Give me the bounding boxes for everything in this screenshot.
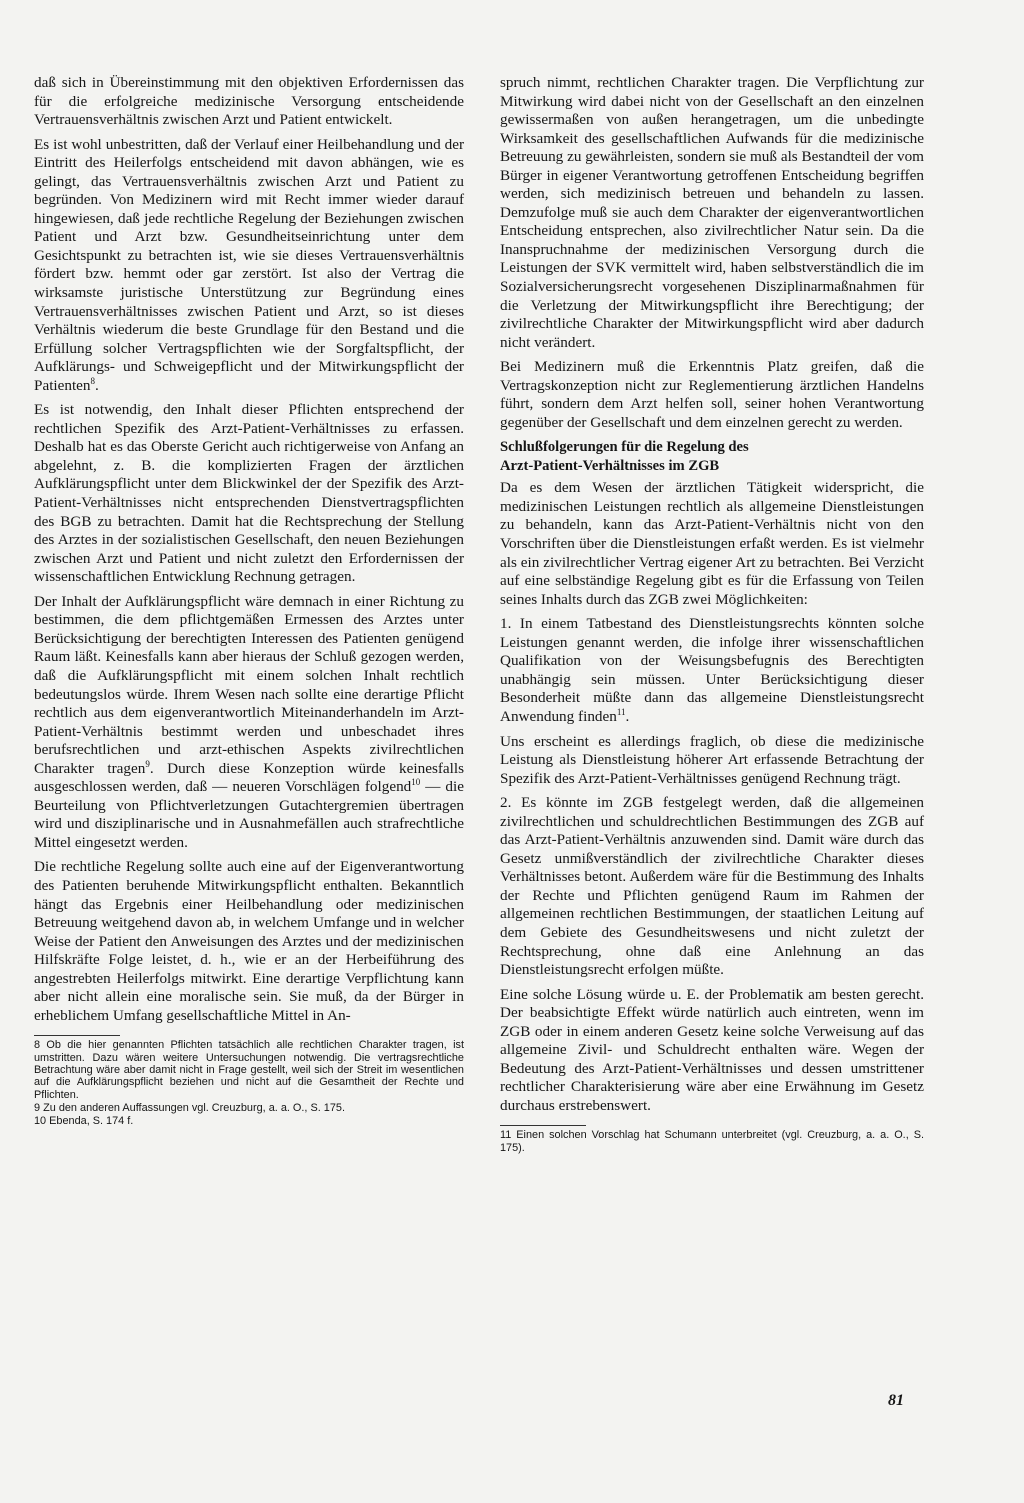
footnote: 10 Ebenda, S. 174 f. <box>34 1115 134 1128</box>
body-paragraph: Es ist notwendig, den Inhalt dieser Pflichten entsprechend der rechtlichen Spezifik des Arzt-Patient-Verhältnisses zu erfassen. Deshalb hat es das Oberste Gericht auch richtigerweise von Anfang an abgelehnt, z. B. die komplizierten Fragen der ärztlichen Aufklärungspflicht unter dem Blickwinkel der der Spezifik des Arzt-Patient-Verhältnisses nicht entsprechenden Dienstvertragspflichten des BGB zu betrachten. Damit hat die Rechtsprechung der Stellung des Arztes in der sozialistischen Gesellschaft, den neuen Beziehungen zwischen Arzt und Patient und nicht zuletzt den Erfordernissen der wissenschaftlichen Entwicklung Rechnung getragen. <box>34 401 464 586</box>
paragraph-text-mid: . Durch diese Konzeption würde keinesfalls ausgeschlossen werden, daß — neueren Vorschlägen folgend <box>34 759 465 796</box>
paragraph-text-tail: . <box>625 707 630 725</box>
body-paragraph: daß sich in Übereinstimmung mit den objektiven Erfordernissen das für die erfolgreiche medizinische Versorgung entscheidende Vertrauensverhältnis zwischen Arzt und Patient entwickelt. <box>34 74 464 129</box>
paragraph-text-tail: — die Beurteilung von Pflichtverletzungen Gutachtergremien übertragen wird und disziplinarische und in Ausnahmefällen auch strafrechtliche Mittel eingesetzt werden. <box>34 778 464 851</box>
body-paragraph: Uns erscheint es allerdings fraglich, ob diese die medizinische Leistung als Dienstleistung höherer Art erfassende Betrachtung der Spezifik des Arzt-Patient-Verhältnisses genügend Rechnung trägt. <box>500 732 924 787</box>
left-column <box>34 74 464 1128</box>
footnote-ref: 8 <box>90 375 96 386</box>
paragraph-text: 1. In einem Tatbestand des Dienstleistungsrechts könnten solche Leistungen genannt werden, die infolge ihrer wissenschaftlichen Qualifikation von der Weisungsbefugnis des Berechtigten unabhängig sein müssen. Unter Berücksichtigung dieser Besonderheit müßte dann das allgemeine Dienstleistungsrecht Anwendung finden <box>500 615 924 725</box>
body-paragraph: 2. Es könnte im ZGB festgelegt werden, daß die allgemeinen zivilrechtlichen und schuldrechtlichen Bestimmungen des ZGB auf das Arzt-Patient-Verhältnis anzuwenden sind. Damit wäre durch das Gesetz unmißverständlich der zivilrechtliche Charakter dieses Verhältnisses betont. Außerdem wäre für die Bestimmung des Inhalts der Rechte und Pflichten genügend Raum im Rahmen der allgemeinen rechtlichen Bestimmungen, der staatlichen Leitung auf dem Gebiete des Gesundheitswesens und nicht zuletzt der Rechtsprechung, ohne daß eine Anlehnung an das Dienstleistungsrecht erfolgen müßte. <box>500 794 924 979</box>
body-paragraph <box>34 136 464 396</box>
paragraph-text: Es ist wohl unbestritten, daß der Verlauf einer Heilbehandlung und der Eintritt des Heilerfolgs entscheidend mit davon abhängen, wie es gelingt, das Vertrauensverhältnis zwischen Arzt und Patient zu begründen. Von Medizinern wird mit Recht immer wieder darauf hingewiesen, daß jede rechtliche Regelung der Beziehungen zwischen Patient und Arzt bzw. Gesundheitseinrichtung unter dem Gesichtspunkt zu betrachten ist, wie sie dieses Vertrauensverhältnis fördert bzw. hemmt oder gar zerstört. Ist also der Vertrag die wirksamste juristische Unterstützung zur Begründung eines Vertrauensverhältnisses zwischen Patient und Arzt, so ist dieses Verhältnis wiederum die beste Grundlage für den Bestand und die Erfüllung solcher Vertragspflichten wie der Sorgfaltspflicht, der Aufklärungs- und Schweigepflicht und der Mitwirkungspflicht der Patienten <box>34 135 464 394</box>
footnote-rule <box>500 1125 586 1126</box>
footnote-rule <box>34 1035 120 1036</box>
paragraph-text-tail: . <box>95 376 99 394</box>
body-paragraph: spruch nimmt, rechtlichen Charakter tragen. Die Verpflichtung zur Mitwirkung wird dabei nicht von der Gesellschaft an den einzelnen gewissermaßen von außen herangetragen, um die unbedingte Wirksamkeit des gesellschaftlichen Aufwands für die medizinische Betreuung zu gewährleisten, sondern sie muß als Bestandteil der vom Bürger in eigener Verantwortung getroffenen Entscheidung begriffen werden, sich medizinisch betreuen und behandeln zu lassen. Demzufolge muß sie auch dem Charakter der eigenverantwortlichen Entscheidung entsprechen, also zivilrechtlicher Natur sein. Da die Inanspruchnahme der medizinischen Versorgung durch die Leistungen der SVK vermittelt wird, haben selbstverständlich die im Sozialversicherungsrecht vorgesehenen Disziplinarmaßnahmen für die Verletzung der Mitwirkungspflicht ihre Berechtigung; der zivilrechtliche Charakter der Mitwirkungspflicht wird aber dadurch nicht verändert. <box>500 74 924 351</box>
heading-line: Schlußfolgerungen für die Regelung des <box>500 439 749 456</box>
section-heading <box>500 438 924 475</box>
footnote-ref: 10 <box>411 777 421 788</box>
heading-line: Arzt-Patient-Verhältnisses im ZGB <box>500 457 720 474</box>
page-number: 81 <box>888 1392 904 1409</box>
footnote: 9 Zu den anderen Auffassungen vgl. Creuzburg, a. a. O., S. 175. <box>34 1101 345 1114</box>
body-paragraph <box>34 593 464 853</box>
footnotes-left <box>34 1035 464 1127</box>
body-paragraph: Bei Medizinern muß die Erkenntnis Platz greifen, daß die Vertragskonzeption nicht zur Reglementierung ärztlichen Handelns führt, sondern dem Arzt helfen soll, seiner hohen Verantwortung gegenüber der Gesellschaft und dem einzelnen gerecht zu werden. <box>500 358 924 431</box>
paragraph-text: Der Inhalt der Aufklärungspflicht wäre demnach in einer Richtung zu bestimmen, die dem pflichtgemäßen Ermessen des Arztes unter Berücksichtigung der berechtigten Interessen des Patienten genügend Raum läßt. Keinesfalls kann aber hieraus der Schluß gezogen werden, daß die Aufklärungspflicht mit einem solchen Inhalt rechtlich bedeutungslos würde. Ihrem Wesen nach sollte eine derartige Pflicht rechtlich aus dem eigenverantwortlich Miteinanderhandeln im Arzt-Patient-Verhältnis bestimmt werden und unbeschadet ihres berufsrechtlichen und arzt-ethischen Aspekts zivilrechtlichen Charakter tragen <box>34 592 464 777</box>
footnote-ref: 11 <box>616 706 626 717</box>
footnotes-right <box>500 1125 924 1154</box>
body-paragraph: Die rechtliche Regelung sollte auch eine auf der Eigenverantwortung des Patienten beruhende Mitwirkungspflicht enthalten. Bekanntlich hängt das Ergebnis einer Heilbehandlung oder medizinischen Betreuung weitgehend davon ab, in welchem Umfange und in welcher Weise der Patient den Anweisungen des Arztes und der medizinischen Hilfskräfte Folge leistet, d. h., wie er an der Herbeiführung des angestrebten Heilerfolgs mitwirkt. Eine derartige Verpflichtung kann aber nicht allein eine moralische sein. Sie muß, da der Bürger in erheblichem Umfang gesellschaftliche Mittel in An- <box>34 858 464 1024</box>
footnote: 11 Einen solchen Vorschlag hat Schumann unterbreitet (vgl. Creuzburg, a. a. O., S. 175). <box>500 1129 924 1154</box>
footnote: 8 Ob die hier genannten Pflichten tatsächlich alle rechtlichen Charakter tragen, ist umstritten. Dazu wären weitere Untersuchungen notwendig. Die vertragsrechtliche Betrachtung wäre aber damit nicht in Frage gestellt, weil sich der Streit im wesentlichen auf die Aufklärungspflicht beziehen und nicht auf die Gesamtheit der Rechte und Pflichten. <box>34 1039 464 1101</box>
body-paragraph <box>500 615 924 726</box>
right-column <box>500 74 924 1155</box>
footnote-ref: 9 <box>145 758 150 769</box>
body-paragraph: Da es dem Wesen der ärztlichen Tätigkeit widerspricht, die medizinischen Leistungen rechtlich als allgemeine Dienstleistungen zu behandeln, kann das Arzt-Patient-Verhältnis nicht von den Vorschriften über die Dienstleistungen erfaßt werden. Es ist vielmehr als ein zivilrechtlicher Vertrag eigener Art zu betrachten. Bei Verzicht auf eine selbständige Regelung gibt es für die Erfassung von Teilen seines Inhalts durch das ZGB zwei Möglichkeiten: <box>500 479 924 608</box>
body-paragraph: Eine solche Lösung würde u. E. der Problematik am besten gerecht. Der beabsichtigte Effekt würde natürlich auch eintreten, wenn im ZGB oder in einem anderen Gesetz keine solche Verweisung auf das allgemeine Zivil- und Schuldrecht enthalten wäre. Wegen der Bedeutung des Arzt-Patient-Verhältnisses und dessen umstrittener rechtlicher Charakterisierung wäre aber eine Erwähnung im Gesetz durchaus erstrebenswert. <box>500 985 924 1114</box>
